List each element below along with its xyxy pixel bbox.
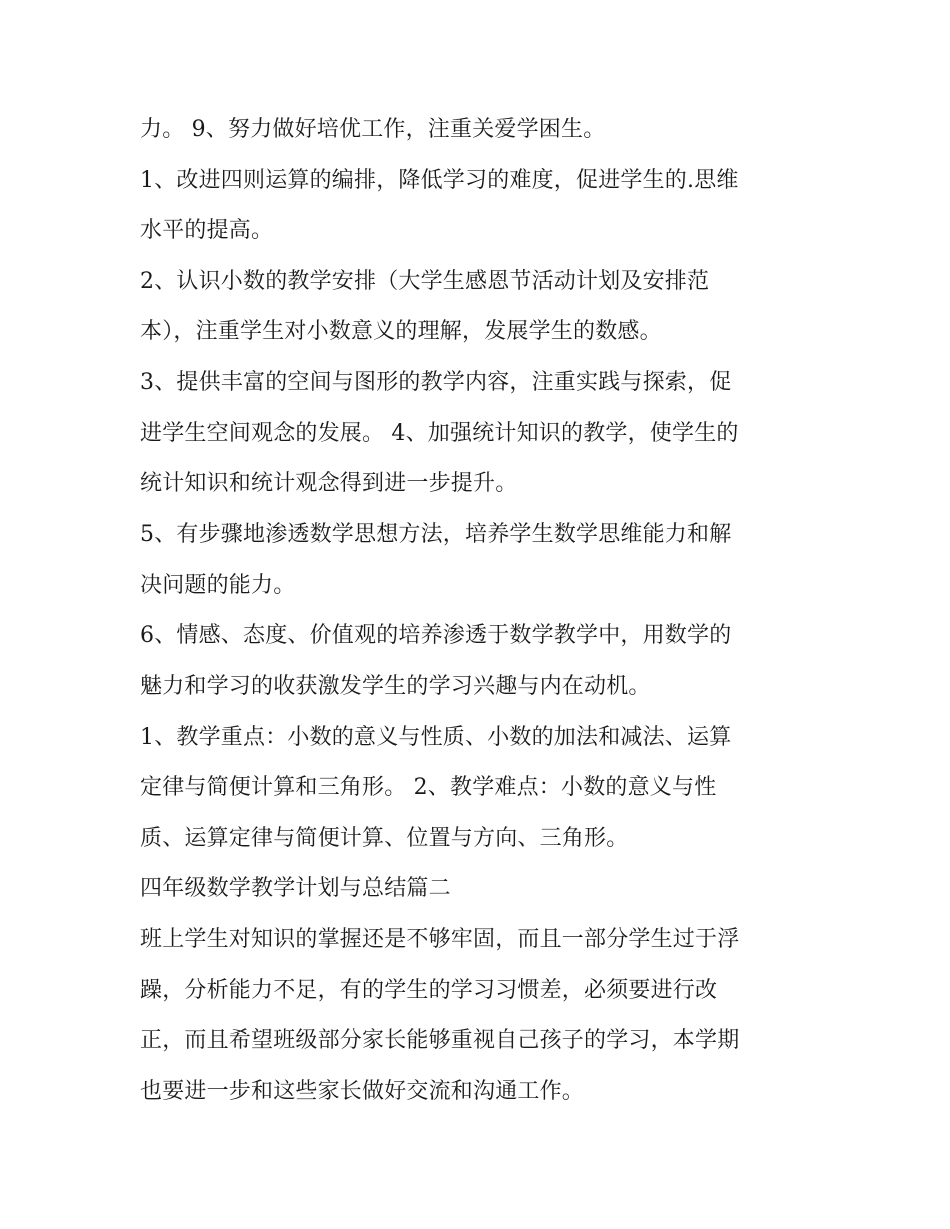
text-line-17: 班上学生对知识的掌握还是不够牢固，而且一部分学生过于浮 [140, 927, 740, 952]
text-line-3: 水平的提高。 [140, 218, 274, 243]
text-line-6: 3、提供丰富的空间与图形的教学内容，注重实践与探索，促 [140, 370, 732, 395]
text-line-5: 本），注重学生对小数意义的理解，发展学生的数感。 [140, 319, 662, 344]
text-line-10: 决问题的能力。 [140, 573, 296, 598]
text-line-9: 5、有步骤地渗透数学思想方法，培养学生数学思维能力和解 [140, 522, 732, 547]
text-line-18: 躁，分析能力不足，有的学生的学习习惯差，必须要进行改 [140, 978, 718, 1003]
section-heading: 四年级数学教学计划与总结篇二 [140, 876, 451, 901]
text-line-2: 1、改进四则运算的编排，降低学习的难度，促进学生的.思维 [140, 168, 739, 193]
text-line-15: 质、运算定律与简便计算、位置与方向、三角形。 [140, 826, 629, 851]
text-line-4: 2、认识小数的教学安排（大学生感恩节活动计划及安排范 [140, 269, 710, 294]
text-line-13: 1、教学重点：小数的意义与性质、小数的加法和减法、运算 [140, 725, 732, 750]
text-line-11: 6、情感、态度、价值观的培养渗透于数学教学中，用数学的 [140, 623, 732, 648]
text-line-12: 魅力和学习的收获激发学生的学习兴趣与内在动机。 [140, 674, 651, 699]
text-line-8: 统计知识和统计观念得到进一步提升。 [140, 471, 518, 496]
text-line-14: 定律与简便计算和三角形。 2、教学难点：小数的意义与性 [140, 775, 717, 800]
text-line-1: 力。 9、努力做好培优工作，注重关爱学困生。 [140, 117, 606, 142]
text-line-7: 进学生空间观念的发展。 4、加强统计知识的教学，使学生的 [140, 421, 739, 446]
text-line-19: 正，而且希望班级部分家长能够重视自己孩子的学习，本学期 [140, 1028, 740, 1053]
text-line-20: 也要进一步和这些家长做好交流和沟通工作。 [140, 1079, 585, 1104]
